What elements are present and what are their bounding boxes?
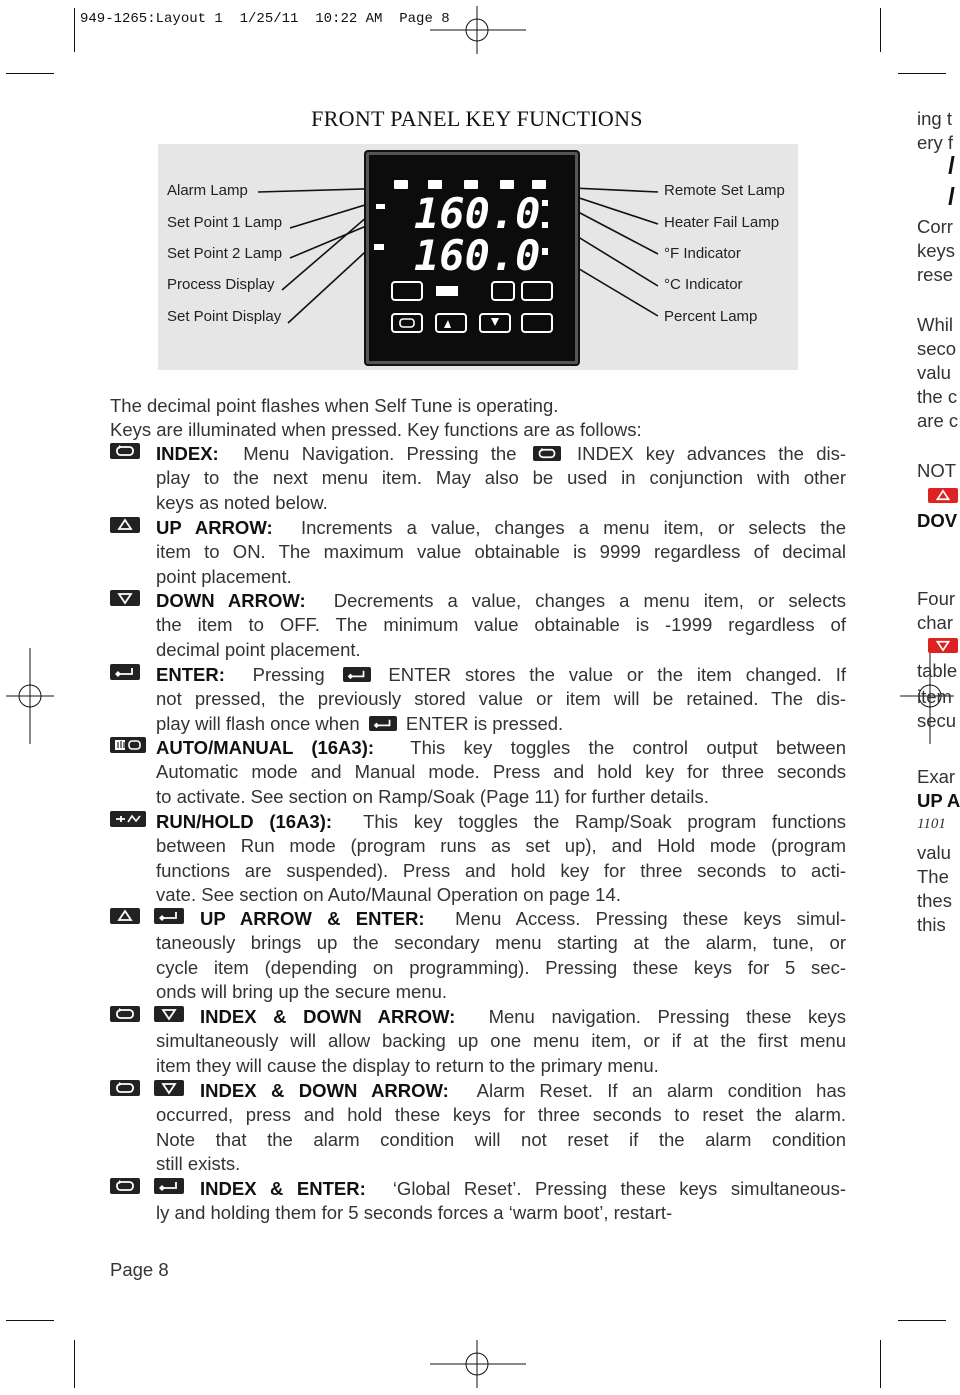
key-function-entry [110,907,846,1005]
fragment-line: item [917,686,952,707]
entry-line: onds will bring up the secure menu. [156,981,448,1003]
key-function-entry [110,442,846,515]
entry-line: cycle item (depending on programming). Pressing these keys for 5 sec- [156,956,846,978]
registration-mark-bottom [430,1340,526,1390]
entry-line: not pressed, the previously stored value or item will be retained. The dis- [156,688,846,710]
fragment-line: valu [917,362,951,383]
set-point-indicator-icon [374,244,384,250]
key-function-label: INDEX: [156,443,219,464]
fragment-line: 1101 [917,816,946,832]
fragment-line: Corr [917,216,953,237]
index-key-icon [533,446,561,461]
display-segment-icon [938,187,954,205]
key-function-label: ENTER: [156,664,225,685]
entry-line: the item to OFF. The minimum value obtainable is -1999 regardless of [156,614,846,636]
auto-manual-key-icon [110,737,146,753]
entry-line: DOWN ARROW: Decrements a value, changes a menu item, or selects [156,590,846,611]
fragment-line: Whil [917,314,953,335]
key-function-entry [110,516,846,589]
entry-line: Note that the alarm condition will not reset if the alarm condition [156,1128,846,1150]
key-function-entry [110,810,846,908]
index-key-icon [110,443,140,459]
fragment-line: Exar [917,766,956,787]
fragment-line: char [917,612,953,633]
down-arrow-key-icon [928,638,958,653]
callout-set-point-1-lamp: Set Point 1 Lamp [167,214,283,231]
fragment-line: thes [917,890,952,911]
entry-line: INDEX & ENTER: ‘Global Reset’. Pressing these keys simultaneous- [200,1178,846,1199]
up-arrow-key-icon [110,908,140,924]
entry-line: AUTO/MANUAL (16A3): This key toggles the control output between [156,737,846,758]
down-arrow-key-icon [154,1080,184,1096]
entry-line: ly and holding them for 5 seconds forces a ‘warm boot’, restart- [156,1202,673,1224]
key-function-label: INDEX & ENTER: [200,1178,366,1199]
fragment-line: NOT [917,460,957,481]
controller-panel [364,150,580,366]
index-key-icon [110,1178,140,1194]
entry-line: point placement. [156,565,292,587]
entry-line: functions are suspended). Press and hold key for three seconds to acti- [156,859,846,881]
enter-key-icon [369,716,397,731]
entry-line: INDEX & DOWN ARROW: Alarm Reset. If an alarm condition has [200,1080,846,1101]
fragment-line: secu [917,710,957,731]
intro-line-2: Keys are illuminated when pressed. Key functions are as follows: [110,419,642,440]
down-arrow-key-icon [154,1006,184,1022]
entry-line: to activate. See section on Ramp/Soak (Page 11) for further details. [156,785,709,807]
run-hold-key-lamp [492,282,514,300]
auto-manual-key [392,282,422,300]
key-function-label: RUN/HOLD (16A3): [156,811,333,832]
callout-alarm-lamp: Alarm Lamp [167,182,248,199]
fragment-line: seco [917,338,957,359]
entry-line: taneously brings up the secondary menu starting at the alarm, tune, or [156,932,846,954]
display-segment-icon [938,156,954,174]
percent-lamp-icon [542,248,548,255]
key-function-label: INDEX & DOWN ARROW: [200,1080,449,1101]
callout-set-point-display: Set Point Display [167,308,282,325]
key-function-entry [110,736,846,809]
process-display: 160.0 [414,189,541,238]
key-function-label: INDEX & DOWN ARROW: [200,1006,456,1027]
enter-key-icon [154,908,184,924]
alarm-lamp-icon [394,180,408,189]
key-function-label: UP ARROW: [156,517,273,538]
print-slug: 949-1265:Layout 1 1/25/11 10:22 AM Page 8 [80,11,450,27]
entry-line: INDEX & DOWN ARROW: Menu navigation. Pressing these keys [200,1006,847,1027]
entry-line: UP ARROW & ENTER: Menu Access. Pressing these keys simul- [200,908,846,929]
key-function-entry [110,663,846,736]
key-function-entry [110,1079,846,1177]
callout-remote-set-lamp: Remote Set Lamp [664,182,785,199]
callout-fahrenheit-indicator: °F Indicator [664,245,741,262]
enter-key-icon [110,664,140,680]
fragment-line: The [917,866,949,887]
entry-line: vate. See section on Auto/Maunal Operation on page 14. [156,884,621,906]
process-indicator-icon [376,204,385,209]
fragment-line: UP A [917,790,960,811]
page-number: Page 8 [110,1259,169,1280]
entry-line: decimal point placement. [156,638,361,660]
entry-line: INDEX: Menu Navigation. Pressing the INDEX key advances the dis- [156,443,846,464]
fragment-line: rese [917,264,953,285]
callout-heater-fail-lamp: Heater Fail Lamp [664,214,780,231]
callout-celsius-indicator: °C Indicator [664,276,743,293]
entry-line: occurred, press and hold these keys for three seconds to reset the alarm. [156,1104,846,1126]
set-point-1-lamp-icon [428,180,442,189]
fragment-line: the c [917,386,958,407]
remote-set-lamp-icon [500,180,514,189]
key-function-label: AUTO/MANUAL (16A3): [156,737,375,758]
entry-line: RUN/HOLD (16A3): This key toggles the Ramp/Soak program functions [156,811,847,832]
up-arrow-key-icon [110,517,140,533]
fragment-line: valu [917,842,951,863]
fragment-line: are c [917,410,959,431]
heater-fail-lamp-icon [532,180,546,189]
intro-line-1: The decimal point flashes when Self Tune is operating. [110,395,559,416]
entry-line: item to ON. The maximum value obtainable is 9999 regardless of decimal [156,541,846,563]
up-arrow-key [436,314,466,332]
callout-set-point-2-lamp: Set Point 2 Lamp [167,245,283,262]
fragment-line: table [917,660,958,681]
entry-line: simultaneously will allow backing up one menu item, or if at the first menu [156,1030,846,1052]
fragment-line: ing t [917,108,952,129]
fragment-line: this [917,914,946,935]
entry-line: Automatic mode and Manual mode. Press and hold key for three seconds [156,761,846,783]
celsius-indicator-icon [542,222,548,228]
enter-key-icon [343,667,371,682]
set-point-display: 160.0 [414,231,541,280]
up-arrow-key-icon [928,488,958,503]
front-panel-diagram [158,144,798,370]
fragment-line: DOV [917,510,958,531]
set-point-2-lamp-icon [464,180,478,189]
entry-line: play will flash once when ENTER is pressed. [156,712,564,734]
entry-line: UP ARROW: Increments a value, changes a menu item, or selects the [156,517,846,538]
entry-line: keys as noted below. [156,491,328,513]
callout-process-display: Process Display [167,276,275,293]
index-key-icon [110,1006,140,1022]
index-key [392,314,422,332]
registration-mark-left [6,648,56,744]
fragment-line: keys [917,240,956,261]
run-hold-key-icon [110,811,146,827]
down-arrow-key-icon [110,590,140,606]
entry-line: play to the next menu item. May also be used in conjunction with other [156,467,846,489]
key-function-label: DOWN ARROW: [156,590,306,611]
key-function-entry [110,589,846,662]
entry-line: still exists. [156,1153,241,1175]
key-function-entry [110,1177,846,1226]
run-hold-key [522,282,552,300]
enter-key-icon [154,1178,184,1194]
fragment-line: ery f [917,132,953,153]
manual-indicator [436,286,458,296]
entry-line: item they will cause the display to return to the primary menu. [156,1054,659,1076]
key-function-entry [110,1005,846,1078]
index-key-icon [110,1080,140,1096]
fragment-line: Four [917,588,956,609]
entry-line: ENTER: Pressing ENTER stores the value or the item changed. If [156,664,846,685]
page-title: FRONT PANEL KEY FUNCTIONS [311,106,643,131]
entry-line: between Run mode (program runs as set up), and Hold mode (program [156,835,846,857]
callout-percent-lamp: Percent Lamp [664,308,758,325]
key-function-label: UP ARROW & ENTER: [200,908,425,929]
enter-key [522,314,552,332]
registration-mark-top [430,6,526,56]
fahrenheit-indicator-icon [542,200,548,206]
